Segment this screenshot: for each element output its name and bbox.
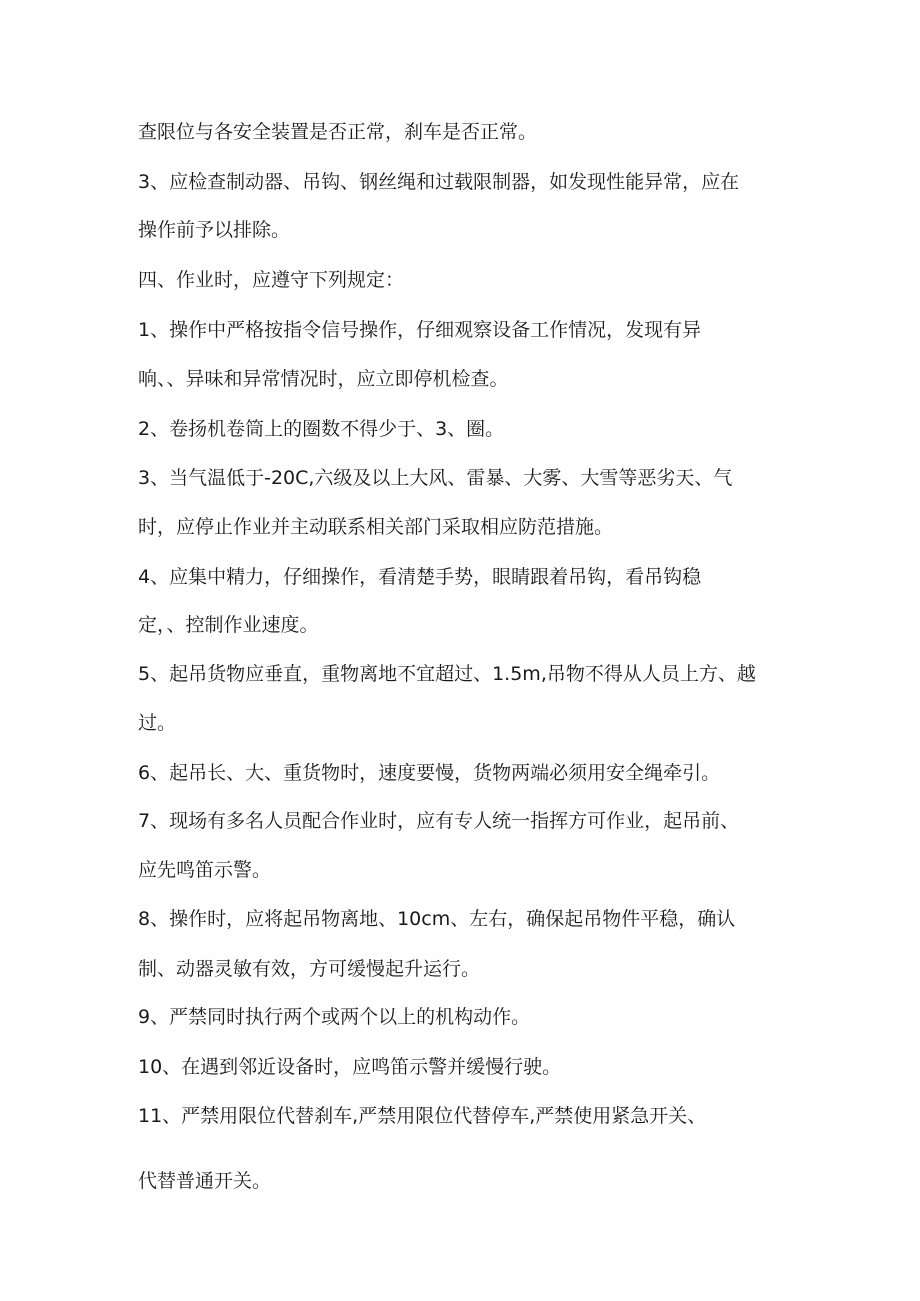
text-line-19: 9、严禁同时执行两个或两个以上的机构动作。 [138, 1006, 531, 1028]
text-line-20: 10、在遇到邻近设备时，应鸣笛示警并缓慢行驶。 [138, 1056, 562, 1078]
text-line-3: 操作前予以排除。 [138, 219, 291, 241]
text-line-12: 5、起吊货物应垂直，重物离地不宜超过、1.5m,吊物不得从人员上方、越 [138, 663, 756, 685]
text-line-15: 7、现场有多名人员配合作业时，应有专人统一指挥方可作业，起吊前、 [138, 810, 740, 832]
text-line-2: 3、应检查制动器、吊钩、钢丝绳和过载限制器，如发现性能异常，应在 [138, 171, 740, 193]
text-line-13: 过。 [138, 712, 177, 734]
text-line-21: 11、严禁用限位代替刹车,严禁用限位代替停车,严禁使用紧急开关、 [138, 1105, 707, 1127]
text-line-7: 2、卷扬机卷筒上的圈数不得少于、3、圈。 [138, 418, 505, 440]
text-line-14: 6、起吊长、大、重货物时，速度要慢，货物两端必须用安全绳牵引。 [138, 762, 721, 784]
section-heading-4: 四、作业时，应遵守下列规定： [138, 269, 405, 291]
text-line-9: 时，应停止作业并主动联系相关部门采取相应防范措施。 [138, 516, 614, 538]
text-line-1: 查限位与各安全装置是否正常，刹车是否正常。 [138, 121, 538, 143]
text-line-22: 代替普通开关。 [138, 1170, 272, 1192]
text-line-16: 应先鸣笛示警。 [138, 859, 272, 881]
text-line-6: 响、、异味和异常情况时，应立即停机检查。 [138, 368, 509, 390]
text-line-18: 制、动器灵敏有效，方可缓慢起升运行。 [138, 958, 481, 980]
text-line-10: 4、应集中精力，仔细操作，看清楚手势，眼睛跟着吊钩，看吊钩稳 [138, 566, 702, 588]
text-line-11: 定，、控制作业速度。 [138, 614, 319, 636]
text-line-17: 8、操作时，应将起吊物离地、10cm、左右，确保起吊物件平稳，确认 [138, 908, 736, 930]
text-line-5: 1、操作中严格按指令信号操作，仔细观察设备工作情况，发现有异 [138, 319, 702, 341]
text-line-8: 3、当气温低于-20C,六级及以上大风、雷暴、大雾、大雪等恶劣天、气 [138, 467, 733, 489]
